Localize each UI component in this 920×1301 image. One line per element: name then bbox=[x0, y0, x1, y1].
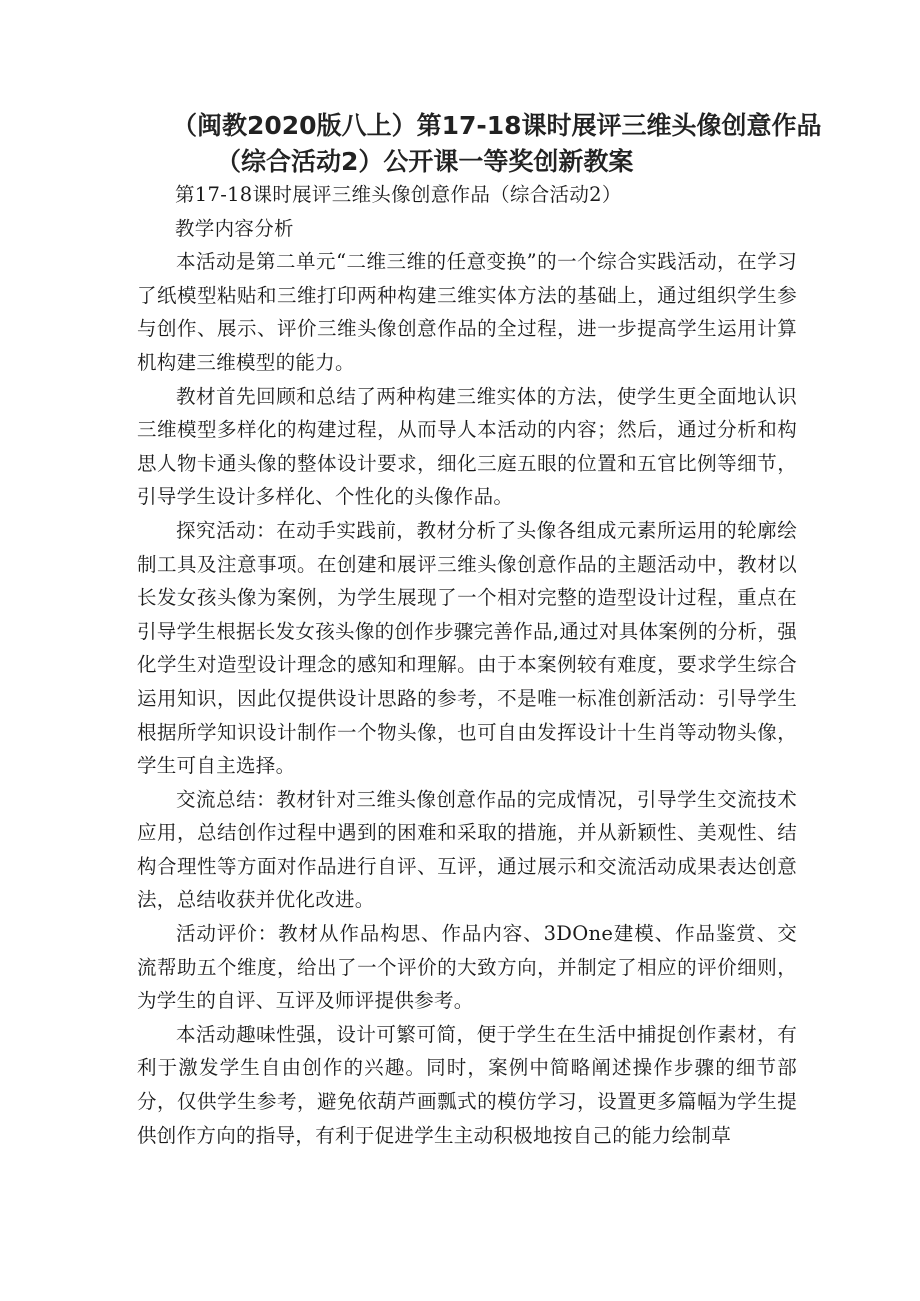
lesson-subtitle: 第17-18课时展评三维头像创意作品（综合活动2） bbox=[175, 183, 622, 206]
title-line-2: （综合活动2）公开课一等奖创新教案 bbox=[216, 147, 634, 176]
paragraph-textbook-review: 教材首先回顾和总结了两种构建三维实体的方法，使学生更全面地认识三维模型多样化的构建过程，从而导人本活动的内容；然后，通过分析和构思人物卡通头像的整体设计要求，细化三庭五眼的位置和五官比例等细节，引导学生设计多样化、个性化的头像作品。 bbox=[137, 384, 797, 509]
paragraph-intro: 本活动是第二单元“二维三维的任意变换”的一个综合实践活动，在学习了纸模型粘贴和三维打印两种构建三维实体方法的基础上，通过组织学生参与创作、展示、评价三维头像创意作品的全过程，进一步提高学生运用计算机构建三维模型的能力。 bbox=[137, 250, 797, 374]
document-body bbox=[137, 178, 797, 1152]
paragraph-evaluation: 活动评价：教材从作品构思、作品内容、3DOne建模、作品鉴赏、交流帮助五个维度，给出了一个评价的大致方向，并制定了相应的评价细则，为学生的自评、互评及师评提供参考。 bbox=[137, 922, 797, 1013]
paragraph-exploration: 探究活动：在动手实践前，教材分析了头像各组成元素所运用的轮廓绘制工具及注意事项。在创建和展评三维头像创意作品的主题活动中，教材以长发女孩头像为案例，为学生展现了一个相对完整的造型设计过程，重点在引导学生根据长发女孩头像的创作步骤完善作品,通过对具体案例的分析，强化学生对造型设计理念的感知和理解。由于本案例较有难度，要求学生综合运用知识，因此仅提供设计思路的参考，不是唯一标准创新活动：引导学生根据所学知识设计制作一个物头像，也可自由发挥设计十生肖等动物头像，学生可自主选择。 bbox=[137, 518, 797, 778]
paragraph-summary: 交流总结：教材针对三维头像创意作品的完成情况，引导学生交流技术应用，总结创作过程中遇到的困难和采取的措施，并从新颖性、美观性、结构合理性等方面对作品进行自评、互评，通过展示和交流活动成果表达创意法，总结收获并优化改进。 bbox=[137, 787, 797, 912]
document-title bbox=[172, 108, 822, 180]
section-heading: 教学内容分析 bbox=[175, 216, 294, 240]
paragraph-conclusion: 本活动趣味性强，设计可繁可简，便于学生在生活中捕捉创作素材，有利于激发学生自由创作的兴趣。同时，案例中简略阐述操作步骤的细节部分，仅供学生参考，避免依葫芦画瓢式的模仿学习，设置更多篇幅为学生提供创作方向的指导，有利于促进学生主动积极地按自己的能力绘制草 bbox=[137, 1022, 797, 1147]
title-line-1: （闽教2020版八上）第17-18课时展评三维头像创意作品 bbox=[172, 111, 822, 140]
